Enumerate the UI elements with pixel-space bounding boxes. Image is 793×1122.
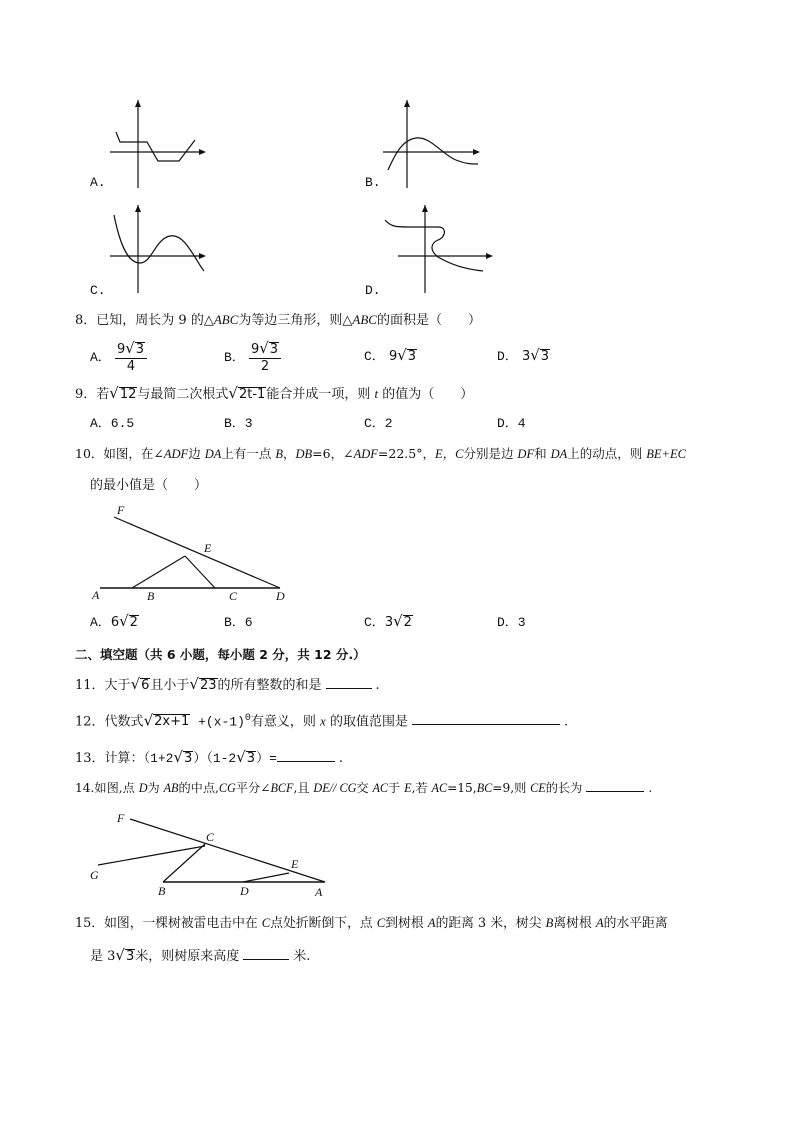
- q8-option-c[interactable]: C． 9√3: [364, 346, 417, 364]
- graph-a-icon: [100, 100, 220, 190]
- q10-option-d[interactable]: D．3: [497, 615, 526, 630]
- q8-option-a[interactable]: A． $\frac{9√3}{4}$: [90, 340, 147, 375]
- fraction: $\frac{9√3}{4}$: [115, 340, 147, 375]
- graph-b-icon: [378, 100, 498, 190]
- answer-blank[interactable]: [277, 749, 335, 762]
- section-title: 二、填空题（共 6 小题，每小题 2 分，共 12 分.）: [75, 647, 366, 662]
- graph-d-label: D.: [365, 283, 381, 298]
- q10-option-b[interactable]: B．6: [224, 615, 253, 630]
- angle-figure-icon: [90, 505, 300, 605]
- answer-blank[interactable]: [326, 676, 372, 689]
- q10-stem-line1: 10．如图，在∠ADF边 DA上有一点 B，DB=6，∠ADF=22.5°，E，C分别是边 DF和 DA上的动点，则 BE+EC: [75, 446, 686, 461]
- q9-stem: 9．若√12与最简二次根式√2t-1能合并成一项，则 t 的值为（ ）: [75, 384, 474, 402]
- q9-option-c[interactable]: C．2: [364, 416, 393, 431]
- q11-stem: 11．大于√6且小于√23的所有整数的和是 .: [75, 675, 380, 693]
- q9-option-b[interactable]: B．3: [224, 416, 253, 431]
- q9-option-d[interactable]: D．4: [497, 416, 526, 431]
- q10-option-a[interactable]: A．6√2: [90, 612, 138, 630]
- graph-a-label: A.: [90, 175, 106, 190]
- q10-stem-line2: 的最小值是（ ）: [90, 478, 208, 493]
- q15-stem-line2: 是 3√3米，则树原来高度 米.: [90, 946, 311, 964]
- answer-blank[interactable]: [243, 947, 289, 960]
- answer-blank[interactable]: [412, 712, 560, 725]
- q10-option-c[interactable]: C．3√2: [364, 612, 412, 630]
- fraction: $\frac{9√3}{2}$: [249, 340, 281, 375]
- q8-option-d[interactable]: D． 3√3: [497, 346, 550, 364]
- graph-c-icon: [100, 205, 220, 295]
- graph-c-label: C.: [90, 283, 106, 298]
- graph-d-icon: [383, 205, 503, 295]
- q12-stem: 12．代数式$√2x+1 +(x-1)^0$有意义，则 x 的取值范围是 .: [75, 711, 569, 730]
- graph-b-label: B.: [365, 175, 381, 190]
- q14-stem: 14.如图,点 D为 AB的中点,CG平分∠BCF,且 DE// CG交 AC于 E,若 AC=15,BC=9,则 CE的长为 .: [75, 781, 653, 795]
- q8-stem: 8．已知，周长为 9 的△ABC为等边三角形，则△ABC的面积是（ ）: [75, 312, 481, 328]
- q13-stem: 13．计算：（1+2√3）（1-2√3）= .: [75, 748, 344, 766]
- q9-option-a[interactable]: A．6.5: [90, 416, 135, 431]
- triangle-figure-icon: [95, 812, 335, 892]
- q8-option-b[interactable]: B． $\frac{9√3}{2}$: [224, 340, 281, 375]
- q15-stem-line1: 15．如图，一棵树被雷电击中在 C点处折断倒下，点 C到树根 A的距离 3 米，树尖 B离树根 A的水平距离: [75, 916, 668, 931]
- answer-blank[interactable]: [586, 779, 644, 792]
